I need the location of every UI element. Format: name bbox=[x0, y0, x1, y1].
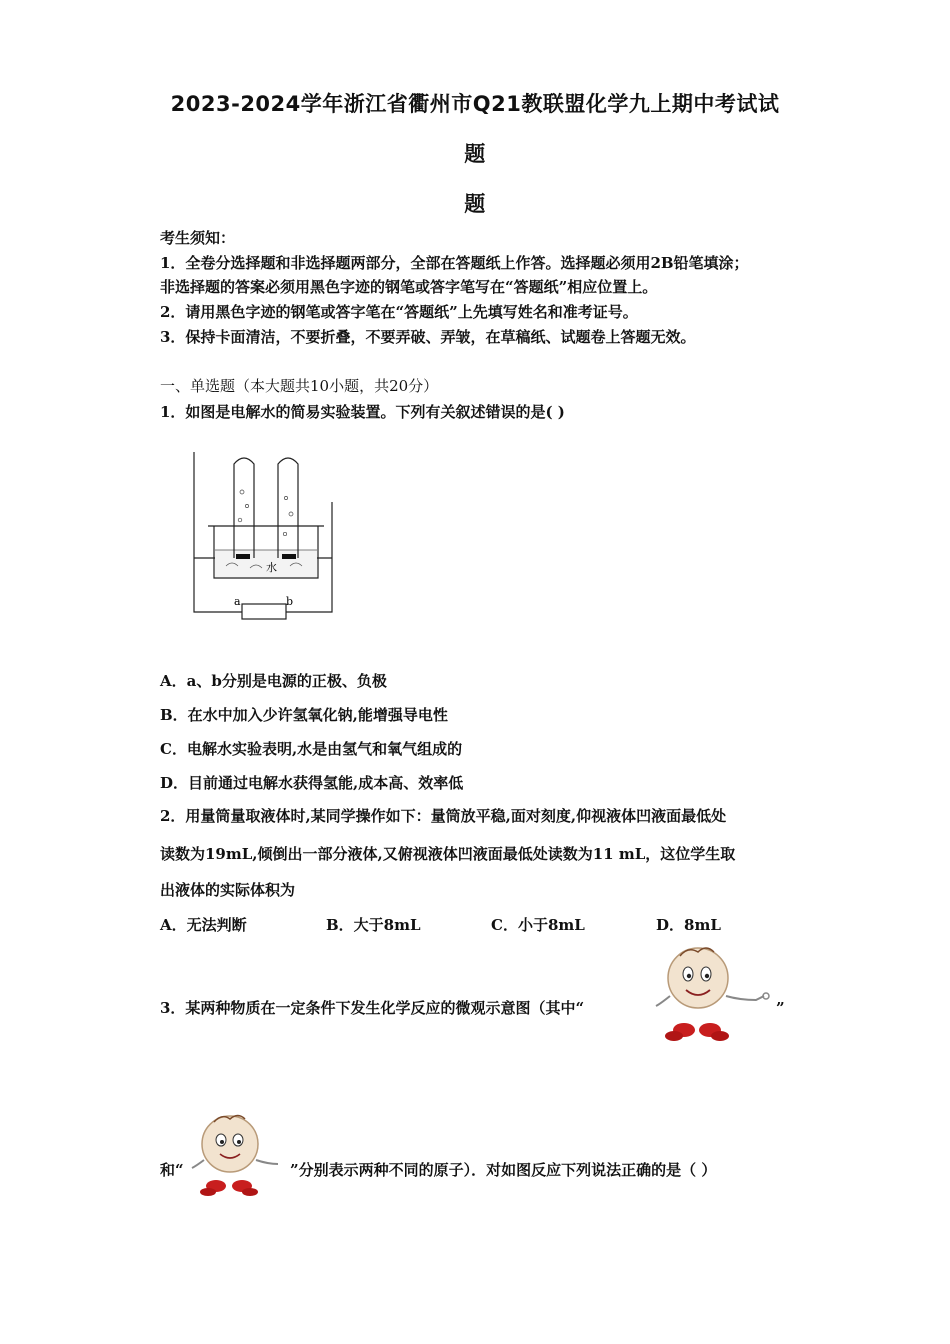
label-b: b bbox=[286, 595, 294, 608]
document-title-line2: 题 bbox=[464, 142, 486, 166]
q3-stem-part2-open: 和“ bbox=[160, 1161, 184, 1179]
q2-stem-line3: 出液体的实际体积为 bbox=[160, 881, 296, 899]
q2-stem-line1: 2．用量筒量取液体时,某同学操作如下：量筒放平稳,面对刻度,仰视液体凹液面最低处 bbox=[160, 807, 727, 825]
document-title-line3: 题 bbox=[464, 192, 486, 216]
notice-heading: 考生须知： bbox=[160, 229, 236, 247]
q2-stem-line2: 读数为19mL,倾倒出一部分液体,又俯视液体凹液面最低处读数为11 mL，这位学生取 bbox=[160, 845, 736, 863]
left-electrode bbox=[236, 554, 250, 559]
notice-item-1-cont: 非选择题的答案必须用黑色字迹的钢笔或答字笔写在“答题纸”相应位置上。 bbox=[160, 278, 658, 296]
q3-stem-part2: ”分别表示两种不同的原子）．对如图反应下列说法正确的是（ ） bbox=[290, 1161, 717, 1179]
q1-stem: 1．如图是电解水的简易实验装置。下列有关叙述错误的是( ) bbox=[160, 403, 565, 421]
document-title-line1: 2023-2024学年浙江省衢州市Q21教联盟化学九上期中考试试 bbox=[170, 92, 780, 116]
left-test-tube bbox=[234, 458, 254, 558]
left-wire bbox=[194, 452, 242, 612]
right-test-tube bbox=[278, 458, 298, 558]
section-heading: 一、单选题（本大题共10小题，共20分） bbox=[160, 377, 439, 395]
q1-option-b: B．在水中加入少许氢氧化钠,能增强导电性 bbox=[160, 706, 448, 724]
atom-cartoon-1-icon bbox=[654, 944, 776, 1044]
q2-option-d: D．8mL bbox=[656, 916, 721, 934]
q2-option-b: B．大于8mL bbox=[326, 916, 421, 934]
power-source bbox=[242, 604, 286, 619]
q1-option-a: A．a、b分别是电源的正极、负极 bbox=[160, 672, 387, 690]
q1-option-d: D．目前通过电解水获得氢能,成本高、效率低 bbox=[160, 774, 464, 792]
notice-item-2: 2．请用黑色字迹的钢笔或答字笔在“答题纸”上先填写姓名和准考证号。 bbox=[160, 303, 638, 321]
electrolysis-apparatus-figure bbox=[190, 450, 340, 622]
water-label: 水 bbox=[266, 561, 277, 574]
q2-option-a: A．无法判断 bbox=[160, 916, 247, 934]
right-electrode bbox=[282, 554, 296, 559]
q3-quote-close-1: ” bbox=[776, 999, 785, 1017]
label-a: a bbox=[234, 595, 241, 608]
q2-option-c: C．小于8mL bbox=[491, 916, 585, 934]
notice-item-3: 3．保持卡面清洁，不要折叠，不要弄破、弄皱，在草稿纸、试题卷上答题无效。 bbox=[160, 328, 696, 346]
notice-item-1: 1．全卷分选择题和非选择题两部分，全部在答题纸上作答。选择题必须用2B铅笔填涂； bbox=[160, 254, 749, 272]
q1-option-c: C．电解水实验表明,水是由氢气和氧气组成的 bbox=[160, 740, 463, 758]
atom-cartoon-2-icon bbox=[190, 1112, 290, 1198]
q3-stem-part1: 3．某两种物质在一定条件下发生化学反应的微观示意图（其中“ bbox=[160, 999, 585, 1017]
